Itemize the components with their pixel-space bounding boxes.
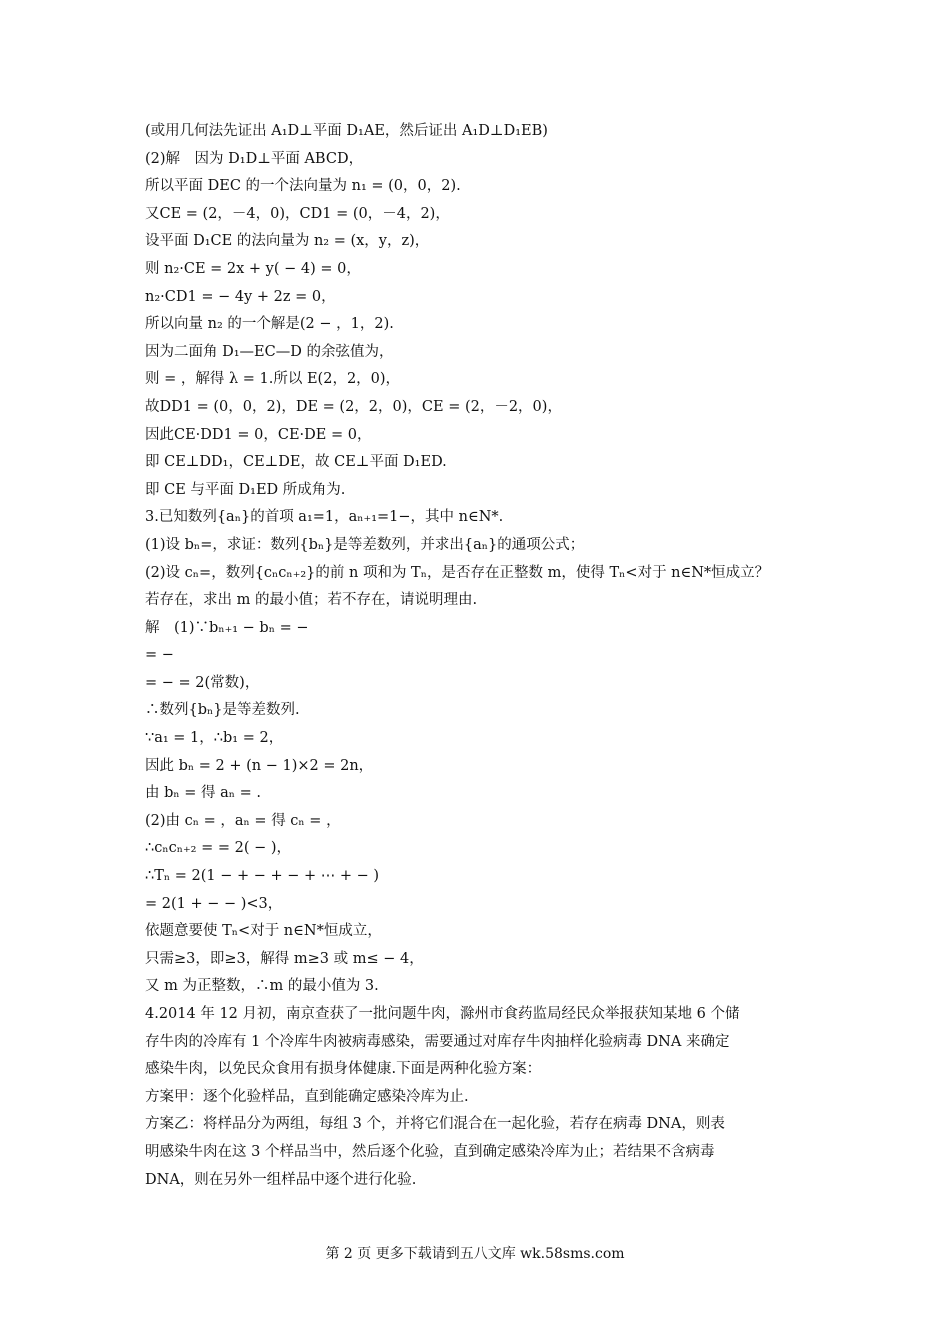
problem-4-heading: 4.2014 年 12 月初，南京查获了一批问题牛肉，滁州市食药监局经民众举报获知某地 6 个储	[145, 1006, 740, 1022]
text-line: ∵a₁ = 1，∴b₁ = 2，	[145, 730, 284, 747]
text-line: (2)设 cₙ=，数列{cₙcₙ₊₂}的前 n 项和为 Tₙ，是否存在正整数 m，使得 Tₙ<对于 n∈N*恒成立？	[145, 564, 770, 581]
text-line: 存牛肉的冷库有 1 个冷库牛肉被病毒感染，需要通过对库存牛肉抽样化验病毒 DNA 来确定	[145, 1033, 730, 1050]
text-line: = − = 2(常数)，	[145, 674, 260, 691]
text-line: 设平面 D₁CE 的法向量为 n₂ = (x，y，z)，	[145, 233, 430, 250]
text-line: 所以向量 n₂ 的一个解是(2 − ，1，2).	[145, 316, 394, 333]
text-line: 感染牛肉，以免民众食用有损身体健康.下面是两种化验方案：	[145, 1061, 542, 1078]
text-line: n₂·CD1 = − 4y + 2z = 0，	[145, 288, 336, 305]
text-line: 则 n₂·CE = 2x + y( − 4) = 0，	[145, 260, 361, 277]
text-line: 故DD1 = (0，0，2)，DE = (2，2，0)，CE = (2，－2，0)，	[145, 398, 562, 415]
text-line: ∴cₙcₙ₊₂ = = 2( − )，	[145, 840, 292, 857]
text-line: 因此 bₙ = 2 + (n − 1)×2 = 2n，	[145, 757, 374, 774]
text-line: 即 CE⊥DD₁，CE⊥DE，故 CE⊥平面 D₁ED.	[145, 454, 447, 471]
text-line: = −	[145, 647, 174, 664]
text-line: 依题意要使 Tₙ<对于 n∈N*恒成立，	[145, 923, 382, 940]
text-line: = 2(1 + − − )<3，	[145, 895, 283, 912]
text-line: 因为二面角 D₁—EC—D 的余弦值为，	[145, 343, 394, 360]
text-line: (或用几何法先证出 A₁D⊥平面 D₁AE，然后证出 A₁D⊥D₁EB)	[145, 123, 548, 139]
text-line: 则 = ，解得 λ = 1.所以 E(2，2，0)，	[145, 371, 401, 388]
text-line: 所以平面 DEC 的一个法向量为 n₁ = (0，0，2).	[145, 178, 461, 195]
solution-start: 解 (1)∵bₙ₊₁ − bₙ = −	[145, 619, 309, 636]
text-line: DNA，则在另外一组样品中逐个进行化验.	[145, 1171, 417, 1188]
problem-3-heading: 3.已知数列{aₙ}的首项 a₁=1，aₙ₊₁=1−，其中 n∈N*.	[145, 509, 504, 526]
text-line: (2)解 因为 D₁D⊥平面 ABCD，	[145, 150, 364, 167]
page-footer: 第 2 页 更多下载请到五八文库 wk.58sms.com	[325, 1246, 625, 1262]
text-line: 即 CE 与平面 D₁ED 所成角为.	[145, 481, 346, 498]
text-line: 方案乙：将样品分为两组，每组 3 个，并将它们混合在一起化验，若存在病毒 DNA，则表	[145, 1116, 725, 1133]
text-line: ∴Tₙ = 2(1 − + − + − + ⋯ + − )	[145, 868, 380, 885]
document-body	[145, 118, 825, 1194]
text-line: (1)设 bₙ=，求证：数列{bₙ}是等差数列，并求出{aₙ}的通项公式；	[145, 536, 585, 553]
text-line: 因此CE·DD1 = 0，CE·DE = 0，	[145, 426, 372, 443]
text-line: 明感染牛肉在这 3 个样品当中，然后逐个化验，直到确定感染冷库为止；若结果不含病毒	[145, 1143, 715, 1160]
text-line: 又CE = (2，－4，0)，CD1 = (0，－4，2)，	[145, 205, 450, 222]
text-line: 又 m 为正整数，∴m 的最小值为 3.	[145, 978, 379, 995]
text-line: 方案甲：逐个化验样品，直到能确定感染冷库为止.	[145, 1088, 469, 1105]
text-line: 若存在，求出 m 的最小值；若不存在，请说明理由.	[145, 592, 478, 609]
text-line: ∴数列{bₙ}是等差数列.	[145, 702, 300, 719]
text-line: (2)由 cₙ = ，aₙ = 得 cₙ = ，	[145, 812, 341, 829]
text-line: 由 bₙ = 得 aₙ = .	[145, 785, 262, 802]
text-line: 只需≥3，即≥3，解得 m≥3 或 m≤ − 4，	[145, 950, 424, 967]
